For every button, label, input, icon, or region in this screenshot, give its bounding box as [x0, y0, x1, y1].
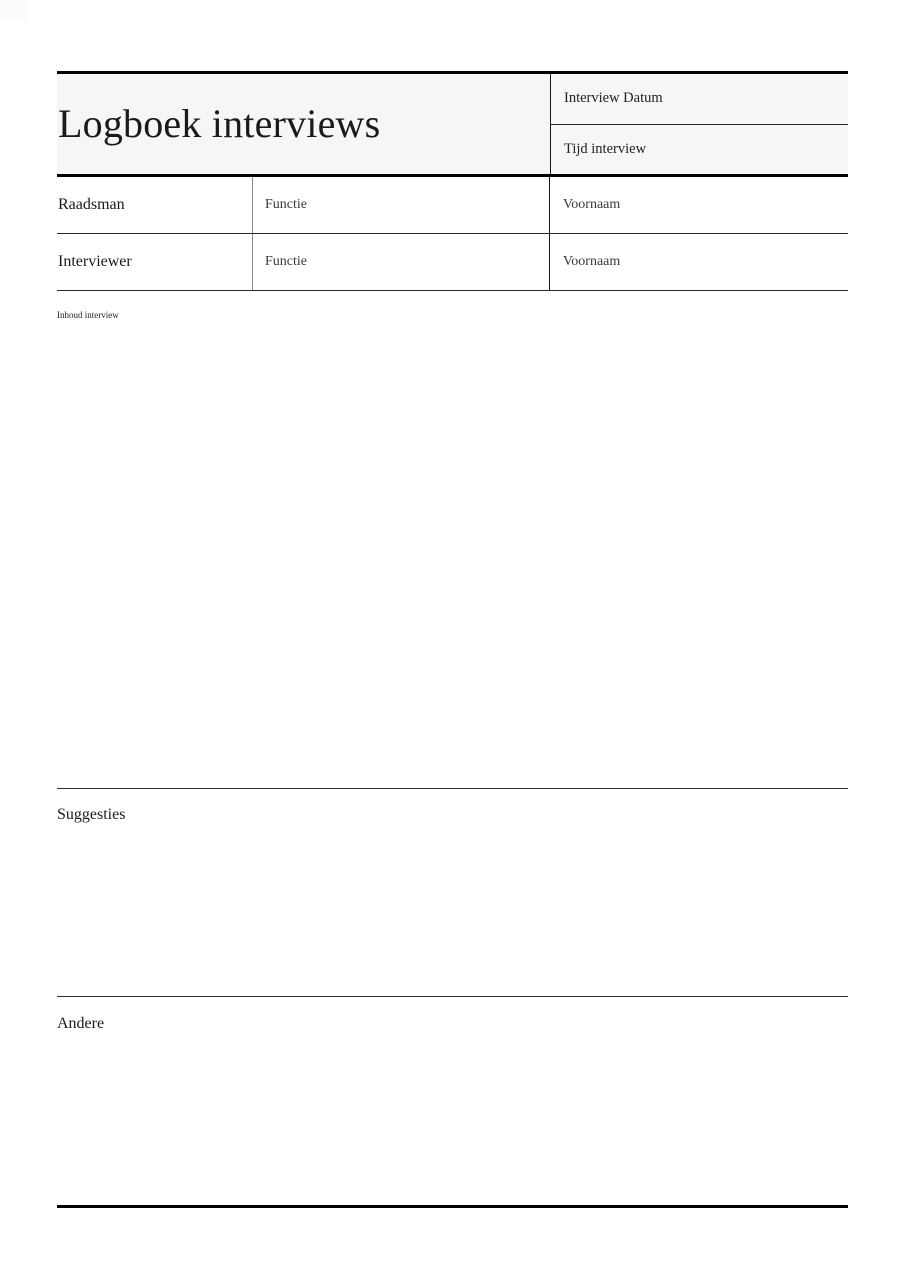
interview-date-cell [551, 74, 848, 125]
raadsman-function-label: Functie [265, 197, 307, 212]
interviewer-firstname-label: Voornaam [563, 254, 621, 269]
interview-time-label: Tijd interview [564, 140, 647, 157]
interview-date-label: Interview Datum [564, 90, 663, 107]
section-label-andere: Andere [57, 1015, 105, 1032]
raadsman-firstname-cell [550, 177, 848, 233]
interviewer-role-label: Interviewer [58, 253, 132, 270]
interviewer-firstname-cell [550, 234, 848, 290]
interviewer-role-cell [57, 234, 253, 290]
table-row-interviewer [57, 234, 848, 291]
section-label-suggesties: Suggesties [57, 806, 126, 823]
interviewer-function-label: Functie [265, 254, 307, 269]
interview-log-table [57, 71, 848, 291]
table-row-raadsman [57, 177, 848, 234]
page-bottom-rule [57, 1205, 848, 1208]
page-title: Logboek interviews [58, 101, 381, 146]
corner-artifact [0, 0, 28, 22]
andere-divider [57, 996, 848, 997]
raadsman-role-label: Raadsman [58, 196, 125, 213]
title-cell [57, 74, 551, 174]
table-header [57, 71, 848, 177]
raadsman-role-cell [57, 177, 253, 233]
raadsman-function-cell [253, 177, 550, 233]
interview-time-cell [551, 125, 848, 175]
interviewer-function-cell [253, 234, 550, 290]
raadsman-firstname-label: Voornaam [563, 197, 621, 212]
datetime-column [551, 74, 848, 174]
section-label-inhoud-interview: Inhoud interview [57, 310, 119, 320]
suggesties-divider [57, 788, 848, 789]
